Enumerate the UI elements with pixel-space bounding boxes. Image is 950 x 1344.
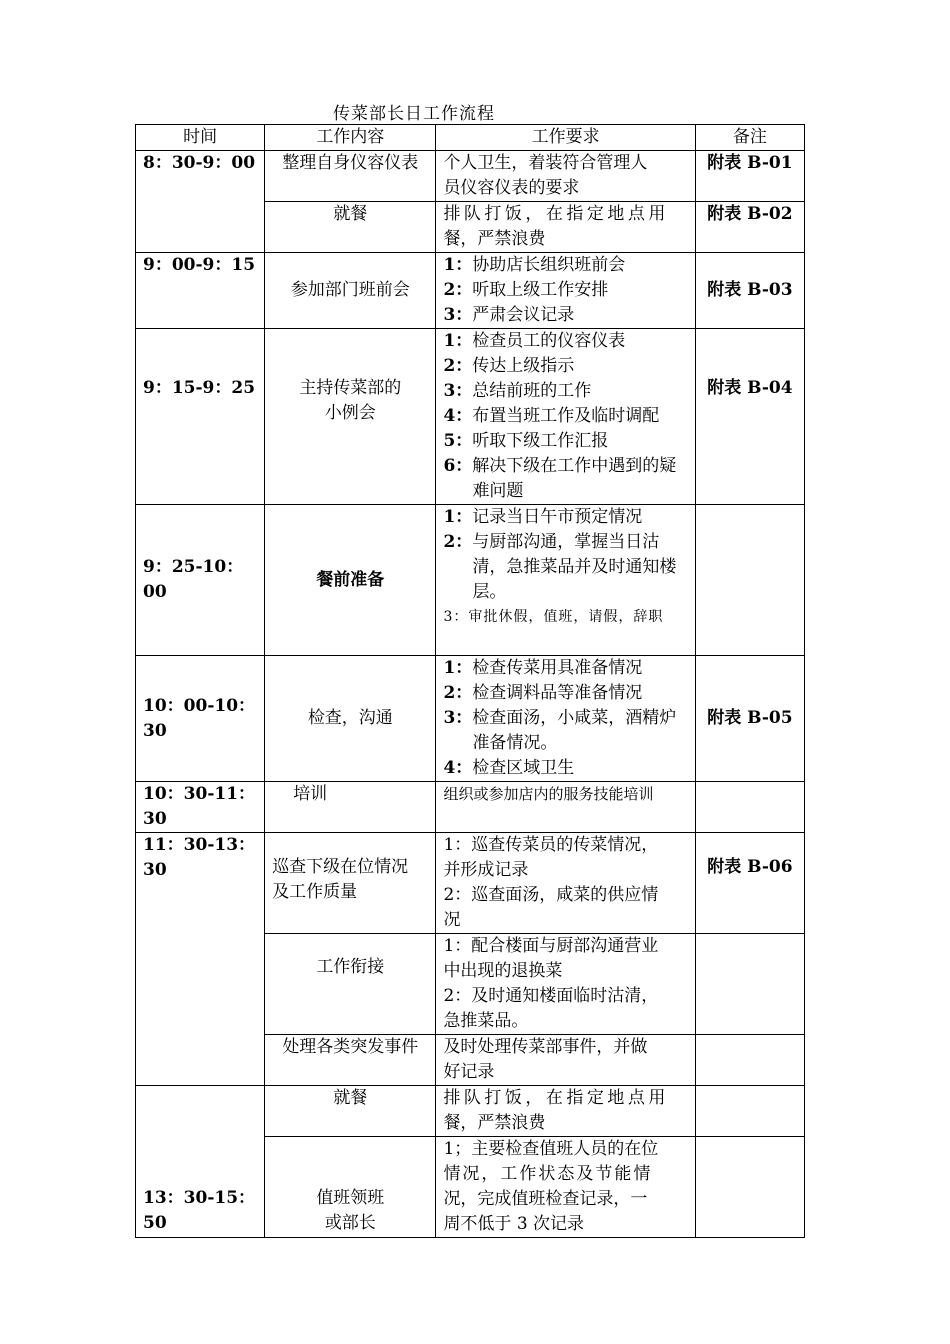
requirement-item: 2：传达上级指示 [443,356,575,376]
time-cell: 11：30-13：30 [136,833,265,1086]
time-cell: 9：15-9：25 [136,329,265,505]
time-cell: 10：00-10：30 [136,656,265,782]
requirement-cell [436,253,695,329]
time-cell: 9：00-9：15 [136,253,265,329]
header-task: 工作内容 [265,125,436,151]
task-cell [265,329,436,505]
note-cell [695,1035,804,1086]
table-row [136,782,805,833]
requirement-line: 及时处理传菜部事件，并做 [443,1037,648,1057]
requirement-line: 况 [443,910,461,930]
requirement-item: 1：检查传菜用具准备情况 [443,658,643,678]
note-cell: 附表 B-04 [695,329,804,505]
requirement-item: 1：协助店长组织班前会 [443,255,626,275]
task-cell: 培训 [265,782,436,833]
requirement-item: 3：总结前班的工作 [443,381,592,401]
page-title: 传菜部长日工作流程 [333,104,495,124]
requirement-item: 1：检查员工的仪容仪表 [443,331,626,351]
time-cell: 13：30-15：50 [136,1086,265,1238]
note-cell: 附表 B-02 [695,202,804,253]
requirement-cell: 组织或参加店内的服务技能培训 [436,782,695,833]
requirement-line: 排队打饭，在指定地点用 [443,1088,669,1108]
requirement-cell [436,1035,695,1086]
task-cell [265,833,436,934]
note-cell: 附表 B-01 [695,151,804,202]
requirement-cell [436,202,695,253]
requirement-line: 好记录 [443,1062,495,1082]
requirement-line: 2：及时通知楼面临时沽清， [443,986,659,1006]
task-line: 及工作质量 [272,882,358,902]
table-row [136,1086,805,1137]
requirement-line: 周不低于 3 次记录 [443,1214,585,1234]
task-cell: 检查，沟通 [265,656,436,782]
requirement-cell [436,934,695,1035]
requirement-line: 餐，严禁浪费 [443,229,546,249]
requirement-cell [436,833,695,934]
task-line: 小例会 [324,403,376,423]
header-req: 工作要求 [436,125,695,151]
note-cell [695,1137,804,1238]
task-cell: 参加部门班前会 [265,253,436,329]
note-cell [695,1086,804,1137]
table-row [136,833,805,934]
requirement-line: 1；主要检查值班人员的在位 [443,1139,659,1159]
task-line: 主持传菜部的 [299,378,402,398]
requirement-line: 急推菜品。 [443,1011,529,1031]
requirement-item: 2：听取上级工作安排 [443,280,609,300]
requirement-line: 1：巡查传菜员的传菜情况， [443,835,659,855]
note-cell [695,782,804,833]
requirement-cell [436,1086,695,1137]
table-row [136,329,805,505]
requirement-line: 2：巡查面汤，咸菜的供应情 [443,885,659,905]
task-cell: 餐前准备 [265,505,436,656]
task-cell: 工作衔接 [265,934,436,1035]
requirement-line: 1：配合楼面与厨部沟通营业 [443,936,659,956]
note-cell: 附表 B-05 [695,656,804,782]
requirement-line: 员仪容仪表的要求 [443,178,580,198]
task-cell [265,1137,436,1238]
task-cell: 就餐 [265,202,436,253]
task-cell: 整理自身仪容仪表 [265,151,436,202]
requirement-line: 排队打饭，在指定地点用 [443,204,669,224]
requirement-item: 5：听取下级工作汇报 [443,431,609,451]
requirement-cell [436,1137,695,1238]
note-cell: 附表 B-06 [695,833,804,934]
requirement-line: 况，完成值班检查记录，一 [443,1189,648,1209]
requirement-line: 个人卫生，着装符合管理人 [443,153,648,173]
requirement-item: 3：严肃会议记录 [443,305,575,325]
header-note: 备注 [695,125,804,151]
time-cell: 10：30-11：30 [136,782,265,833]
requirement-item: 1：记录当日午市预定情况 [443,507,643,527]
requirement-line: 中出现的退换菜 [443,961,563,981]
header-time: 时间 [136,125,265,151]
note-cell [695,934,804,1035]
requirement-item-small: 3：审批休假，值班，请假，辞职 [443,609,664,625]
requirement-line: 餐，严禁浪费 [443,1113,546,1133]
task-line: 值班领班 [316,1188,385,1208]
requirement-item: 4：检查区域卫生 [443,758,575,778]
task-line: 或部长 [324,1213,376,1233]
requirement-cell [436,505,695,656]
note-cell [695,505,804,656]
task-line: 巡查下级在位情况 [272,857,409,877]
requirement-cell [436,151,695,202]
time-cell: 8：30-9：00 [136,151,265,253]
requirement-item: 2：检查调料品等准备情况 [443,683,643,703]
table-row [136,253,805,329]
table-header-row [136,125,805,151]
task-cell: 处理各类突发事件 [265,1035,436,1086]
table-row [136,151,805,202]
requirement-line: 并形成记录 [443,860,529,880]
requirement-line: 情况，工作状态及节能情 [443,1164,653,1184]
workflow-table [135,124,805,1238]
requirement-item: 2：与厨部沟通，掌握当日沽清，急推菜品并及时通知楼层。 [443,532,677,602]
note-cell: 附表 B-03 [695,253,804,329]
requirement-item: 3：检查面汤，小咸菜，酒精炉准备情况。 [443,708,677,753]
table-row [136,656,805,782]
time-cell: 9：25-10：00 [136,505,265,656]
table-row [136,505,805,656]
requirement-item: 4：布置当班工作及临时调配 [443,406,660,426]
requirement-cell [436,329,695,505]
requirement-cell [436,656,695,782]
requirement-item: 6：解决下级在工作中遇到的疑难问题 [443,456,677,501]
task-cell: 就餐 [265,1086,436,1137]
